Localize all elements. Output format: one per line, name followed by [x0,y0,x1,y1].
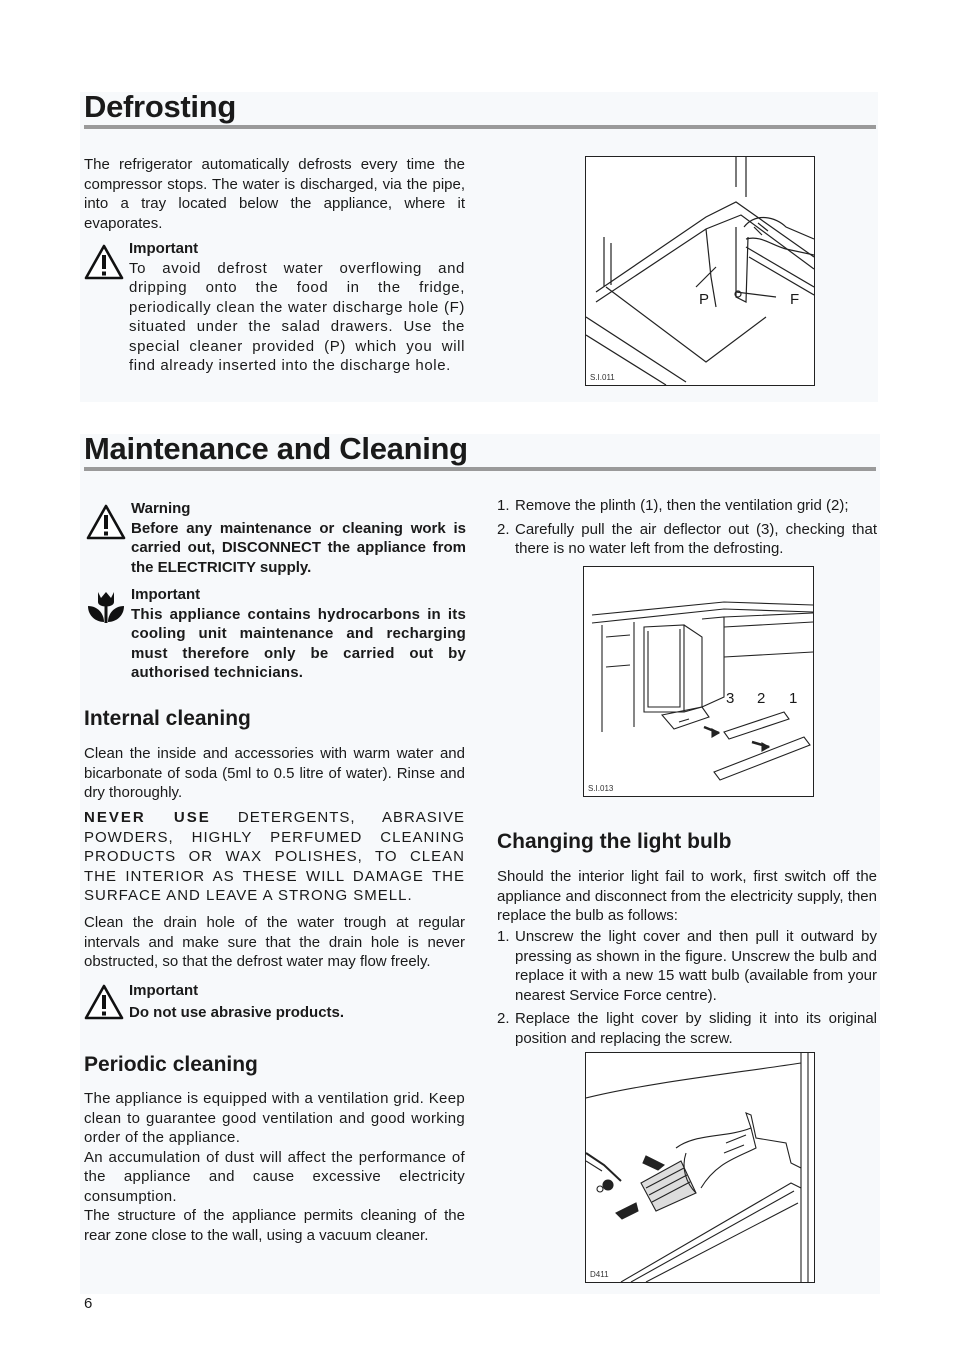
periodic-p1: The appliance is equipped with a ventilation grid. Keep clean to guarantee good ventilation and good working order of the appliance. [84,1090,465,1146]
internal-p2 [84,808,465,906]
periodic-text [84,1089,465,1245]
periodic-p3: The structure of the appliance permits cleaning of the rear zone close to the wall, using a vacuum cleaner. [84,1207,465,1244]
hydrocarbon-plant-icon [86,586,126,626]
note-body: To avoid defrost water overflowing and dripping onto the food in the fridge, periodically clean the water discharge hole (F) situated under the salad drawers. Use the special cleaner provided (P) which you will find already inserted into the discharge hole. [129,259,465,374]
internal-p2-rest: DETERGENTS, ABRASIVE POWDERS, HIGHLY PERFUMED CLEANING PRODUCTS OR WAX POLISHES, TO CLEAN THE INTERIOR AS THESE WILL DAMAGE THE SURFACE AND LEAVE A STRONG SMELL. [84,809,465,904]
note-title: Important [129,240,199,257]
defrost-important-note [129,239,465,376]
list-item: 1. Remove the plinth (1), then the ventilation grid (2); [497,497,849,514]
periodic-cleaning-heading: Periodic cleaning [84,1053,258,1076]
title-rule [84,467,876,471]
internal-cleaning-heading: Internal cleaning [84,707,251,730]
defrosting-title: Defrosting [84,89,237,124]
warning-triangle-icon [84,244,124,280]
list-item: 2. Carefully pull the air deflector out (3), checking that there is no water left from the defrosting. [497,520,877,557]
light-bulb-intro: Should the interior light fail to work, first switch off the appliance and disconnect from the electricity supply, then replace the bulb as follows: [497,868,877,924]
label-3: 3 [726,690,735,707]
note-body: Do not use abrasive products. [129,1004,345,1021]
label-1: 1 [789,690,798,707]
note-title: Important [129,982,199,999]
defrost-figure [585,156,815,386]
abrasive-important-note [129,980,465,1024]
light-bulb-figure [585,1052,815,1283]
label-2: 2 [757,690,766,707]
periodic-p2: An accumulation of dust will affect the performance of the appliance and cause excessive electricity consumption. [84,1148,465,1205]
plinth-steps [497,496,877,559]
figure-code: D411 [590,1270,609,1279]
defrosting-intro: The refrigerator automatically defrosts every time the compressor stops. The water is discharged, via the pipe, into a tray located below the appliance, where it evaporates. [84,156,465,232]
label-f: F [790,291,800,308]
note-title: Warning [131,500,191,517]
page-number: 6 [84,1295,93,1312]
note-title: Important [131,586,201,603]
warning-triangle-icon [86,504,126,540]
list-item: 2. Replace the light cover by sliding it into its original position and replacing the screw. [497,1010,877,1047]
title-rule [84,125,876,129]
note-body: This appliance contains hydrocarbons in its cooling unit maintenance and recharging must therefore only be carried out by authorised technicians. [131,605,466,681]
internal-p3: Clean the drain hole of the water trough at regular intervals and make sure that the drain hole is never obstructed, so that the defrost water may flow freely. [84,914,465,970]
maintenance-title: Maintenance and Cleaning [84,431,468,466]
figure-code: S.I.011 [590,373,615,382]
figure-code: S.I.013 [588,784,614,793]
label-p: P [699,291,710,308]
list-item: 1. Unscrew the light cover and then pull it outward by pressing as shown in the figure. Unscrew the bulb and replace it with a new 15 watt bulb (available from your nearest Service Force centre). [497,928,877,1004]
plinth-figure [583,566,814,797]
never-use: NEVER USE [84,809,211,826]
light-bulb-heading: Changing the light bulb [497,830,732,853]
note-body: Before any maintenance or cleaning work is carried out, DISCONNECT the appliance from the ELECTRICITY supply. [131,519,466,576]
warning-triangle-icon [84,984,124,1020]
internal-p1: Clean the inside and accessories with warm water and bicarbonate of soda (5ml to 0.5 litre of water). Rinse and dry thoroughly. [84,745,465,801]
hydrocarbon-note [131,585,466,683]
warning-note [131,499,466,577]
light-bulb-steps [497,927,877,1048]
